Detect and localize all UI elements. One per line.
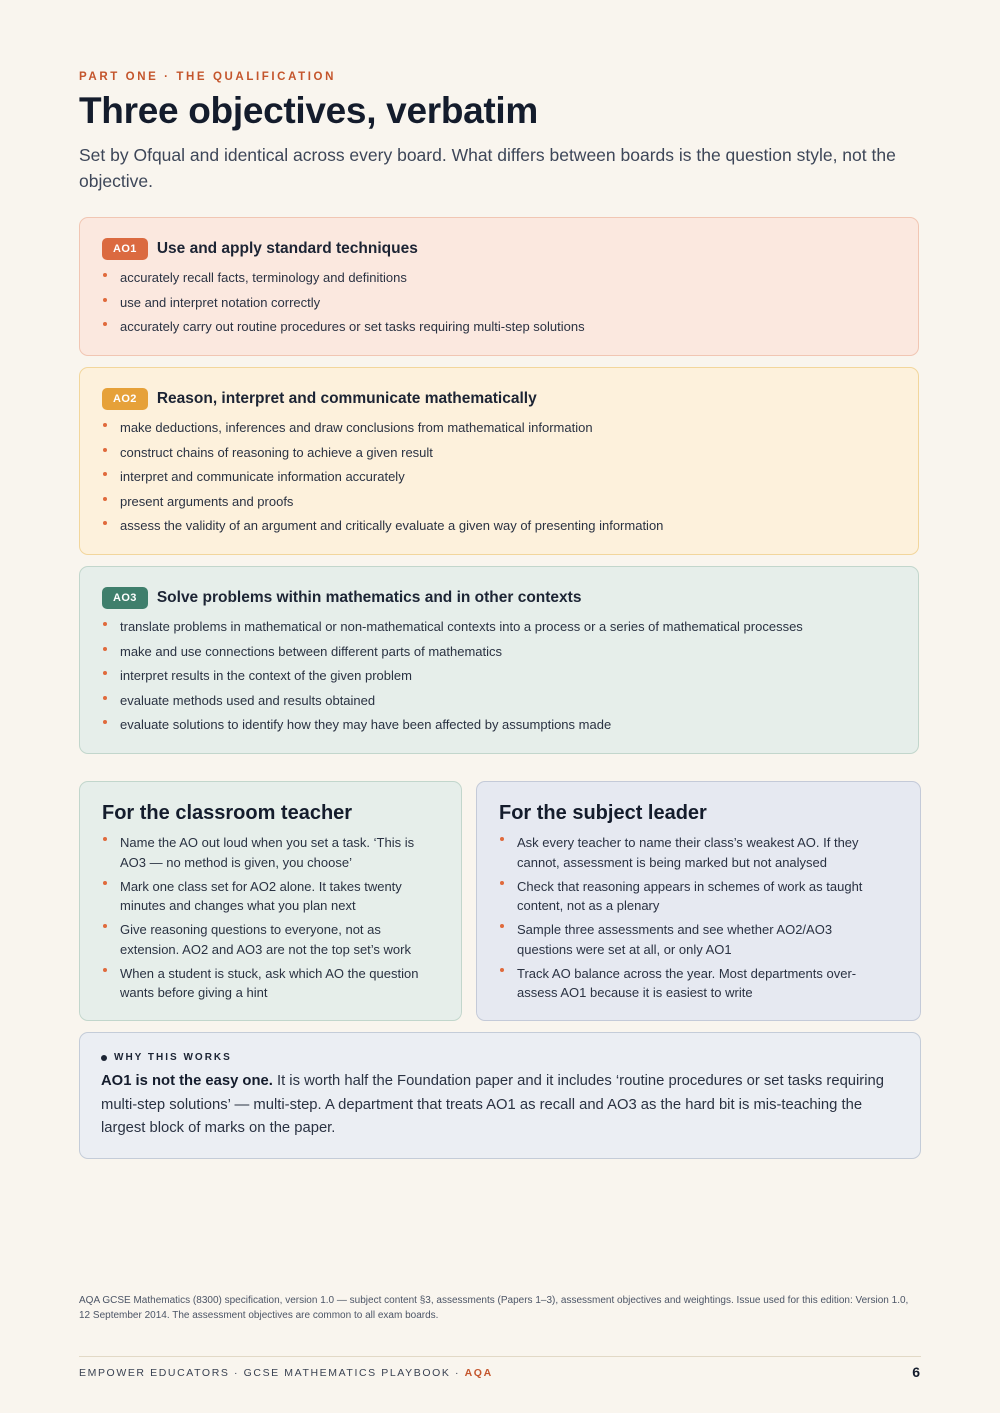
list-item: interpret results in the context of the given problem	[102, 667, 902, 684]
source-note: AQA GCSE Mathematics (8300) specification, version 1.0 — subject content §3, assessments (Papers 1–3), assessment objectives and weightings. Issue used for this edition: Version 1.0, 12 September 2014. The assessment objectives are common to all exam boards.	[79, 1295, 909, 1321]
page-number: 6	[912, 1364, 920, 1380]
ao3-card	[79, 566, 919, 754]
list-item: evaluate methods used and results obtained	[102, 692, 902, 709]
list-item: Name the AO out loud when you set a task. ‘This is AO3 — no method is given, you choose’	[102, 833, 427, 872]
ao2-card	[79, 367, 919, 555]
ao3-badge: AO3	[102, 587, 148, 609]
section-kicker: PART ONE · THE QUALIFICATION	[79, 71, 337, 83]
classroom-teacher-card	[79, 781, 462, 1021]
ao3-title: Solve problems within mathematics and in other contexts	[156, 589, 582, 606]
why-this-works-body	[101, 1070, 901, 1141]
classroom-teacher-title: For the classroom teacher	[102, 802, 353, 824]
list-item: present arguments and proofs	[102, 493, 902, 510]
list-item: make and use connections between different parts of mathematics	[102, 643, 902, 660]
list-item: accurately recall facts, terminology and definitions	[102, 269, 902, 286]
why-this-works-label-text: WHY THIS WORKS	[114, 1052, 232, 1063]
list-item: use and interpret notation correctly	[102, 294, 902, 311]
list-item: assess the validity of an argument and critically evaluate a given way of presenting information	[102, 517, 902, 534]
ao2-badge: AO2	[102, 388, 148, 410]
ao1-card	[79, 217, 919, 356]
subject-leader-card	[476, 781, 921, 1021]
list-item: When a student is stuck, ask which AO the question wants before giving a hint	[102, 964, 427, 1003]
list-item: evaluate solutions to identify how they may have been affected by assumptions made	[102, 716, 902, 733]
page-title: Three objectives, verbatim	[79, 90, 539, 131]
list-item: construct chains of reasoning to achieve a given result	[102, 444, 902, 461]
why-this-works-label	[101, 1052, 232, 1063]
list-item: Give reasoning questions to everyone, not as extension. AO2 and AO3 are not the top set’s work	[102, 920, 427, 959]
list-item: Track AO balance across the year. Most departments over-assess AO1 because it is easiest to write	[499, 964, 884, 1003]
ao2-list	[102, 419, 902, 542]
footer-board: AQA	[464, 1367, 493, 1379]
ao1-title: Use and apply standard techniques	[156, 240, 418, 257]
footer-running-title	[79, 1367, 493, 1379]
subject-leader-list	[499, 833, 884, 1007]
ao1-header	[102, 238, 418, 260]
footer-divider	[79, 1356, 921, 1357]
why-this-works-card	[79, 1032, 921, 1159]
page-subtitle: Set by Ofqual and identical across every board. What differs between boards is the question style, not the objective.	[79, 145, 896, 191]
why-this-works-text: It is worth half the Foundation paper and it includes ‘routine procedures or set tasks requiring multi-step solutions’ — multi-step. A department that treats AO1 as recall and AO3 as the hard bit is mis-teaching the largest block of marks on the paper.	[101, 1073, 884, 1136]
classroom-teacher-list	[102, 833, 427, 1007]
ao2-title: Reason, interpret and communicate mathematically	[156, 390, 537, 407]
ao2-header	[102, 388, 537, 410]
list-item: accurately carry out routine procedures or set tasks requiring multi-step solutions	[102, 318, 902, 335]
ao3-list	[102, 618, 902, 741]
subject-leader-title: For the subject leader	[499, 802, 707, 824]
ao1-list	[102, 269, 902, 343]
list-item: Sample three assessments and see whether AO2/AO3 questions were set at all, or only AO1	[499, 920, 884, 959]
ao3-header	[102, 587, 581, 609]
list-item: translate problems in mathematical or non-mathematical contexts into a process or a series of mathematical processes	[102, 618, 902, 635]
list-item: Check that reasoning appears in schemes of work as taught content, not as a plenary	[499, 877, 884, 916]
why-this-works-lead: AO1 is not the easy one.	[101, 1073, 273, 1089]
list-item: make deductions, inferences and draw conclusions from mathematical information	[102, 419, 902, 436]
list-item: interpret and communicate information accurately	[102, 468, 902, 485]
list-item: Mark one class set for AO2 alone. It takes twenty minutes and changes what you plan next	[102, 877, 427, 916]
ao1-badge: AO1	[102, 238, 148, 260]
list-item: Ask every teacher to name their class’s weakest AO. If they cannot, assessment is being marked but not analysed	[499, 833, 884, 872]
footer-title-text: EMPOWER EDUCATORS · GCSE MATHEMATICS PLAYBOOK ·	[79, 1367, 465, 1379]
bullet-dot-icon	[101, 1055, 107, 1061]
